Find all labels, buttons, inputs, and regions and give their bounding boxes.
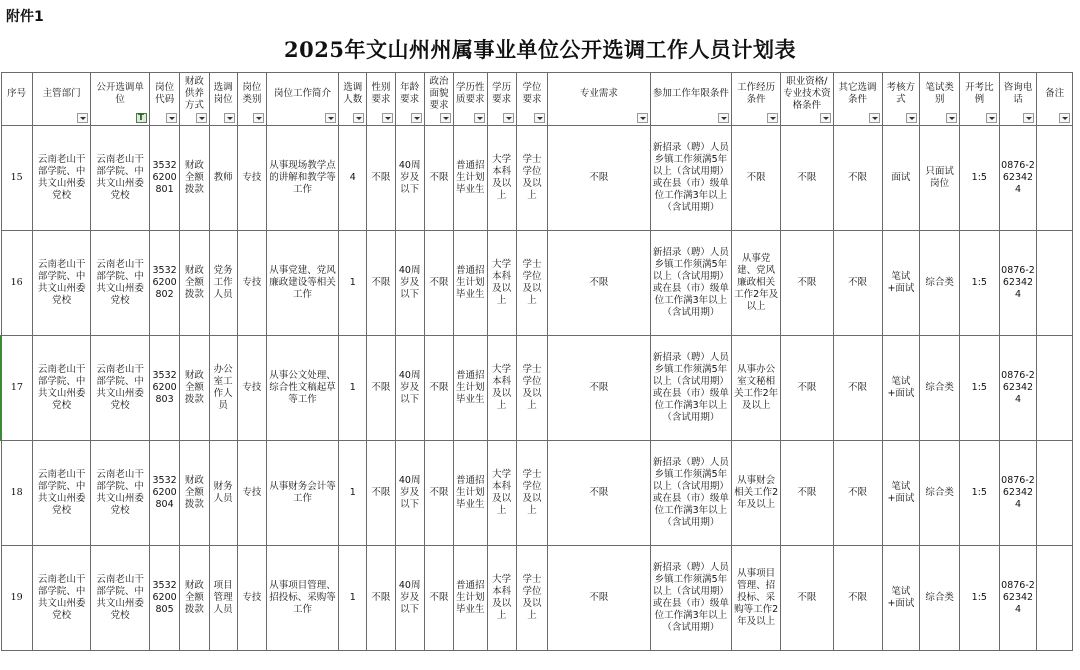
filter-dropdown-icon[interactable] [253,113,264,123]
cell-count[interactable]: 1 [339,231,367,336]
cell-other[interactable]: 不限 [833,546,882,651]
cell-years[interactable]: 新招录（聘）人员乡镇工作须满5年以上（含试用期）或在县（市）级单位工作满3年以上（含试用期） [650,231,732,336]
plan-table [0,72,1073,651]
filter-dropdown-icon[interactable] [474,113,485,123]
column-header [395,73,424,126]
cell-category[interactable]: 专技 [237,441,266,546]
filter-dropdown-icon[interactable] [382,113,393,123]
cell-major[interactable]: 不限 [548,126,650,231]
column-header-label: 年龄要求 [400,82,420,105]
cell-major[interactable]: 不限 [548,336,650,441]
cell-degree[interactable]: 学士学位及以上 [516,546,547,651]
cell-code[interactable]: 35326200804 [149,441,179,546]
filter-dropdown-icon[interactable] [637,113,648,123]
filter-dropdown-icon[interactable] [166,113,177,123]
column-header-label: 选调岗位 [213,82,233,105]
cell-qualification[interactable]: 不限 [781,231,833,336]
cell-post[interactable]: 项目管理人员 [209,546,237,651]
cell-age[interactable]: 40周岁及以下 [395,441,424,546]
cell-post[interactable]: 办公室工作人员 [209,336,237,441]
cell-unit[interactable]: 云南老山干部学院、中共文山州委党校 [91,546,150,651]
table-row [1,441,1073,546]
table-row [1,546,1073,651]
cell-ratio[interactable]: 1:5 [959,336,999,441]
cell-unit[interactable]: 云南老山干部学院、中共文山州委党校 [91,231,150,336]
column-header-label: 政治面貌要求 [429,76,449,111]
cell-politics[interactable]: 不限 [424,546,453,651]
cell-assess[interactable]: 笔试+面试 [882,336,920,441]
cell-phone[interactable]: 0876-2623424 [999,546,1037,651]
cell-edu-type[interactable]: 普通招生计划毕业生 [454,336,487,441]
column-header [180,73,209,126]
column-header [149,73,179,126]
column-header [650,73,732,126]
cell-count[interactable]: 4 [339,126,367,231]
cell-edu[interactable]: 大学本科及以上 [487,231,516,336]
cell-experience[interactable]: 从事办公室文秘相关工作2年及以上 [732,336,781,441]
filter-dropdown-icon[interactable] [946,113,957,123]
cell-politics[interactable]: 不限 [424,231,453,336]
cell-degree[interactable]: 学士学位及以上 [516,336,547,441]
cell-code[interactable]: 35326200803 [149,336,179,441]
column-header-label: 岗位工作简介 [274,88,332,99]
cell-note[interactable] [1037,336,1073,441]
cell-edu[interactable]: 大学本科及以上 [487,546,516,651]
cell-exam-type[interactable]: 综合类 [920,231,960,336]
column-header [487,73,516,126]
column-header [266,73,338,126]
cell-post[interactable]: 财务人员 [209,441,237,546]
column-header-label: 工作经历条件 [737,82,776,105]
filter-dropdown-icon[interactable] [325,113,336,123]
cell-other[interactable]: 不限 [833,126,882,231]
table-row [1,231,1073,336]
cell-ratio[interactable]: 1:5 [959,126,999,231]
column-header [91,73,150,126]
cell-note[interactable] [1037,441,1073,546]
cell-intro[interactable]: 从事现场教学点的讲解和教学等工作 [266,126,338,231]
cell-unit[interactable]: 云南老山干部学院、中共文山州委党校 [91,441,150,546]
cell-politics[interactable]: 不限 [424,336,453,441]
cell-finance[interactable]: 财政全额拨款 [180,546,209,651]
column-header-label: 咨询电话 [1003,82,1033,105]
cell-experience[interactable]: 从事项目管理、招投标、采购等工作2年及以上 [732,546,781,651]
cell-count[interactable]: 1 [339,336,367,441]
column-header [237,73,266,126]
cell-finance[interactable]: 财政全额拨款 [180,441,209,546]
filter-dropdown-icon[interactable] [224,113,235,123]
column-header-label: 职业资格/专业技术资格条件 [783,76,831,111]
filter-dropdown-icon[interactable] [503,113,514,123]
filter-dropdown-icon[interactable] [767,113,778,123]
column-header [781,73,833,126]
cell-politics[interactable]: 不限 [424,441,453,546]
column-header [209,73,237,126]
cell-note[interactable] [1037,231,1073,336]
cell-experience[interactable]: 不限 [732,126,781,231]
column-header [732,73,781,126]
cell-qualification[interactable]: 不限 [781,126,833,231]
page-title: 2025年文山州州属事业单位公开选调工作人员计划表 [284,37,796,62]
column-header [339,73,367,126]
cell-count[interactable]: 1 [339,441,367,546]
cell-gender[interactable]: 不限 [367,441,395,546]
column-header-label: 开考比例 [965,82,994,105]
cell-unit[interactable]: 云南老山干部学院、中共文山州委党校 [91,126,150,231]
cell-phone[interactable]: 0876-2623424 [999,126,1037,231]
cell-edu[interactable]: 大学本科及以上 [487,336,516,441]
column-header-label: 学历性质要求 [456,82,485,105]
column-header [882,73,920,126]
cell-major[interactable]: 不限 [548,546,650,651]
cell-phone[interactable]: 0876-2623424 [999,231,1037,336]
filter-dropdown-icon[interactable] [411,113,422,123]
filter-dropdown-icon[interactable] [906,113,917,123]
column-header [367,73,395,126]
cell-code[interactable]: 35326200801 [149,126,179,231]
cell-other[interactable]: 不限 [833,336,882,441]
cell-dept[interactable]: 云南老山干部学院、中共文山州委党校 [32,336,91,441]
cell-edu[interactable]: 大学本科及以上 [487,126,516,231]
cell-degree[interactable]: 学士学位及以上 [516,231,547,336]
cell-age[interactable]: 40周岁及以下 [395,336,424,441]
cell-exam-type[interactable]: 只面试岗位 [920,126,960,231]
cell-experience[interactable]: 从事党建、党风廉政相关工作2年及以上 [732,231,781,336]
header-row [1,73,1073,126]
cell-assess[interactable]: 笔试+面试 [882,231,920,336]
cell-experience[interactable]: 从事财会相关工作2年及以上 [732,441,781,546]
column-header [32,73,91,126]
cell-degree[interactable]: 学士学位及以上 [516,126,547,231]
cell-count[interactable]: 1 [339,546,367,651]
active-filter-icon[interactable] [136,113,147,123]
cell-code[interactable]: 35326200802 [149,231,179,336]
cell-edu-type[interactable]: 普通招生计划毕业生 [454,441,487,546]
column-header-label: 性别要求 [371,82,391,105]
cell-gender[interactable]: 不限 [367,231,395,336]
column-header-label: 考核方式 [886,82,916,105]
cell-note[interactable] [1037,546,1073,651]
attachment-label: 附件1 [6,9,44,25]
cell-age[interactable]: 40周岁及以下 [395,126,424,231]
filter-dropdown-icon[interactable] [1023,113,1034,123]
column-header-label: 公开选调单位 [96,82,144,105]
column-header [1,73,32,126]
column-header [959,73,999,126]
cell-degree[interactable]: 学士学位及以上 [516,441,547,546]
cell-no[interactable]: 18 [1,441,32,546]
cell-phone[interactable]: 0876-2623424 [999,441,1037,546]
cell-assess[interactable]: 面试 [882,126,920,231]
column-header-label: 岗位类别 [242,82,262,105]
cell-no[interactable]: 17 [1,336,32,441]
filter-dropdown-icon[interactable] [196,113,207,123]
filter-dropdown-icon[interactable] [77,113,88,123]
cell-qualification[interactable]: 不限 [781,546,833,651]
cell-dept[interactable]: 云南老山干部学院、中共文山州委党校 [32,441,91,546]
column-header [833,73,882,126]
cell-dept[interactable]: 云南老山干部学院、中共文山州委党校 [32,126,91,231]
cell-ratio[interactable]: 1:5 [959,546,999,651]
cell-politics[interactable]: 不限 [424,126,453,231]
filter-dropdown-icon[interactable] [1059,113,1070,123]
cell-exam-type[interactable]: 综合类 [920,441,960,546]
column-header [548,73,650,126]
column-header-label: 学位要求 [522,82,542,105]
cell-edu-type[interactable]: 普通招生计划毕业生 [454,231,487,336]
cell-intro[interactable]: 从事项目管理、招投标、采购等工作 [266,546,338,651]
cell-post[interactable]: 党务工作人员 [209,231,237,336]
column-header-label: 笔试类别 [925,82,954,105]
filter-dropdown-icon[interactable] [869,113,880,123]
cell-edu[interactable]: 大学本科及以上 [487,441,516,546]
cell-assess[interactable]: 笔试+面试 [882,546,920,651]
cell-exam-type[interactable]: 综合类 [920,546,960,651]
cell-category[interactable]: 专技 [237,126,266,231]
column-header-label: 财政供养方式 [184,76,204,111]
cell-edu-type[interactable]: 普通招生计划毕业生 [454,126,487,231]
cell-years[interactable]: 新招录（聘）人员乡镇工作须满5年以上（含试用期）或在县（市）级单位工作满3年以上（含试用期） [650,336,732,441]
cell-major[interactable]: 不限 [548,441,650,546]
cell-exam-type[interactable]: 综合类 [920,336,960,441]
cell-no[interactable]: 19 [1,546,32,651]
cell-note[interactable] [1037,126,1073,231]
cell-intro[interactable]: 从事公文处理、综合性文稿起草等工作 [266,336,338,441]
cell-ratio[interactable]: 1:5 [959,441,999,546]
filter-dropdown-icon[interactable] [718,113,729,123]
cell-qualification[interactable]: 不限 [781,336,833,441]
table-row [1,126,1073,231]
cell-ratio[interactable]: 1:5 [959,231,999,336]
cell-code[interactable]: 35326200805 [149,546,179,651]
cell-category[interactable]: 专技 [237,231,266,336]
column-header-label: 其它选调条件 [838,82,877,105]
column-header-label: 选调人数 [343,82,363,105]
cell-age[interactable]: 40周岁及以下 [395,231,424,336]
column-header [999,73,1037,126]
cell-finance[interactable]: 财政全额拨款 [180,231,209,336]
cell-no[interactable]: 15 [1,126,32,231]
cell-finance[interactable]: 财政全额拨款 [180,336,209,441]
cell-gender[interactable]: 不限 [367,546,395,651]
cell-years[interactable]: 新招录（聘）人员乡镇工作须满5年以上（含试用期）或在县（市）级单位工作满3年以上（含试用期） [650,126,732,231]
column-header [1037,73,1073,126]
cell-edu-type[interactable]: 普通招生计划毕业生 [454,546,487,651]
table-body [1,126,1073,651]
column-header-label: 备注 [1045,88,1065,99]
cell-dept[interactable]: 云南老山干部学院、中共文山州委党校 [32,231,91,336]
filter-dropdown-icon[interactable] [820,113,831,123]
cell-intro[interactable]: 从事党建、党风廉政建设等相关工作 [266,231,338,336]
cell-finance[interactable]: 财政全额拨款 [180,126,209,231]
cell-age[interactable]: 40周岁及以下 [395,546,424,651]
cell-intro[interactable]: 从事财务会计等工作 [266,441,338,546]
column-header-label: 学历要求 [492,82,512,105]
column-header [424,73,453,126]
filter-dropdown-icon[interactable] [986,113,997,123]
table-row [1,336,1073,441]
column-header-label: 主管部门 [42,88,81,99]
cell-category[interactable]: 专技 [237,546,266,651]
cell-other[interactable]: 不限 [833,441,882,546]
cell-gender[interactable]: 不限 [367,126,395,231]
cell-phone[interactable]: 0876-2623424 [999,336,1037,441]
filter-dropdown-icon[interactable] [353,113,364,123]
column-header [454,73,487,126]
filter-dropdown-icon[interactable] [440,113,451,123]
filter-dropdown-icon[interactable] [534,113,545,123]
column-header-label: 专业需求 [579,88,618,99]
cell-no[interactable]: 16 [1,231,32,336]
column-header-label: 序号 [7,88,27,99]
cell-qualification[interactable]: 不限 [781,441,833,546]
cell-years[interactable]: 新招录（聘）人员乡镇工作须满5年以上（含试用期）或在县（市）级单位工作满3年以上（含试用期） [650,546,732,651]
cell-dept[interactable]: 云南老山干部学院、中共文山州委党校 [32,546,91,651]
cell-other[interactable]: 不限 [833,231,882,336]
cell-gender[interactable]: 不限 [367,336,395,441]
column-header [920,73,960,126]
column-header [516,73,547,126]
column-header-label: 岗位代码 [155,82,175,105]
cell-post[interactable]: 教师 [209,126,237,231]
column-header-label: 参加工作年限条件 [652,88,729,99]
cell-years[interactable]: 新招录（聘）人员乡镇工作须满5年以上（含试用期）或在县（市）级单位工作满3年以上（含试用期） [650,441,732,546]
cell-unit[interactable]: 云南老山干部学院、中共文山州委党校 [91,336,150,441]
cell-assess[interactable]: 笔试+面试 [882,441,920,546]
cell-major[interactable]: 不限 [548,231,650,336]
cell-category[interactable]: 专技 [237,336,266,441]
